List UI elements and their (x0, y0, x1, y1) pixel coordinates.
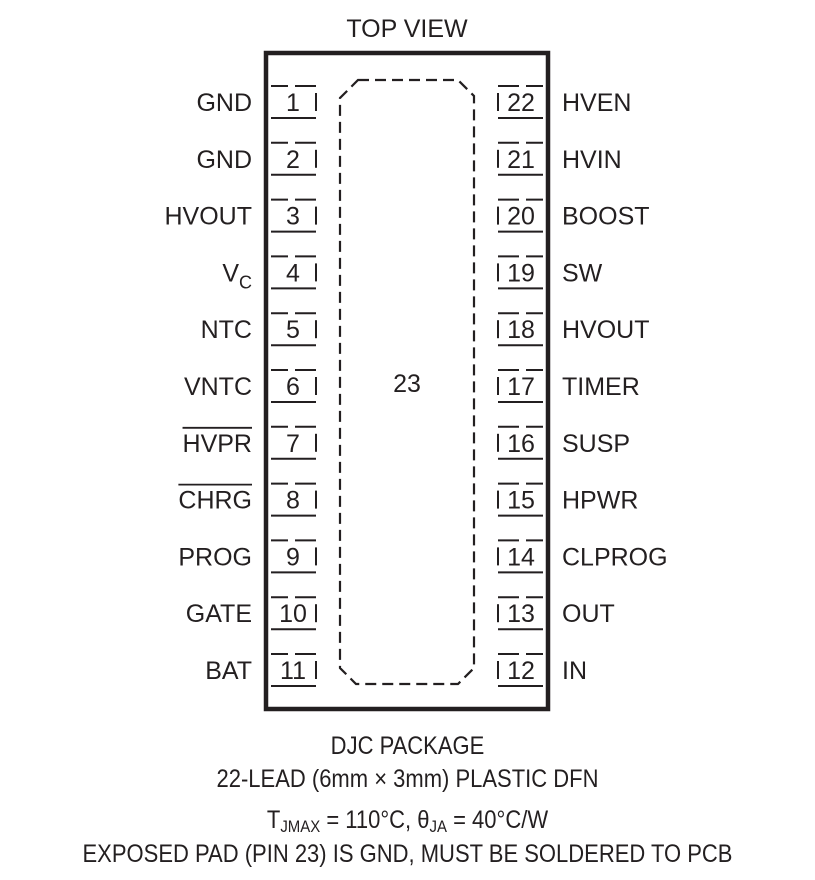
pin-2 (196, 143, 316, 175)
pin-18 (498, 313, 650, 345)
pin-name (562, 203, 650, 231)
pin-name (165, 203, 253, 231)
package-name: DJC PACKAGE (330, 732, 485, 760)
pin-number: 9 (286, 543, 300, 572)
pin-3 (165, 200, 317, 232)
pin-name (196, 89, 252, 117)
pin-name-text: HVOUT (164, 202, 252, 231)
pin-number: 10 (279, 600, 307, 629)
pin-number: 6 (286, 373, 300, 401)
pin-name (196, 146, 252, 174)
pin-name-text: TIMER (562, 373, 640, 401)
pin-name (562, 600, 615, 628)
tjmax-subscript: JMAX (280, 817, 321, 836)
pin-4 (222, 256, 316, 292)
pin-name (562, 316, 650, 344)
pin-8 (178, 484, 316, 516)
pin-number: 3 (286, 202, 300, 231)
pin-number: 18 (507, 316, 535, 345)
pin-20 (498, 200, 650, 232)
pin-name (183, 430, 252, 458)
pin-name (186, 600, 252, 628)
pin-number: 22 (507, 89, 535, 117)
pin-name (222, 259, 252, 292)
pin-number: 7 (286, 429, 300, 458)
pin-name (562, 259, 603, 287)
pin-name-text: SW (562, 259, 603, 288)
pin-15 (498, 484, 638, 516)
pin-name-text: HVEN (562, 89, 632, 117)
top-view-title: TOP VIEW (346, 15, 468, 43)
theta-symbol: θ (417, 806, 430, 834)
pin-19 (498, 256, 603, 288)
pin-22 (498, 86, 631, 118)
package-description: 22-LEAD (6mm × 3mm) PLASTIC DFN (216, 765, 599, 793)
pin-name (184, 373, 252, 401)
exposed-pad-label: 23 (393, 370, 421, 398)
pin-name (205, 657, 252, 685)
pin-7 (183, 427, 316, 459)
pin-10 (186, 597, 316, 629)
pin-name-text: BAT (205, 657, 252, 685)
pin-number: 13 (507, 600, 535, 629)
pin-number: 2 (286, 145, 300, 174)
pin-name-text: GND (196, 145, 252, 174)
pin-name (201, 316, 252, 344)
pin-number: 8 (286, 486, 300, 515)
pin-name (562, 373, 640, 401)
pin-number: 17 (507, 373, 535, 401)
pin-name (562, 657, 587, 685)
pin-name (562, 430, 630, 458)
pin-name-text: GND (196, 89, 252, 117)
pin-name-text: CLPROG (562, 543, 668, 572)
pin-name-text: IN (562, 657, 587, 685)
pin-number: 20 (507, 202, 535, 231)
pin-number: 12 (507, 657, 535, 685)
pin-name-text: HPWR (562, 486, 639, 515)
pin-name-subscript: C (239, 272, 252, 293)
pin-name-text: OUT (562, 600, 615, 629)
pin-name (562, 487, 638, 515)
pin-number: 11 (280, 657, 306, 685)
pin-9 (178, 540, 316, 572)
pin-17 (498, 370, 640, 402)
pin-12 (498, 654, 587, 686)
pin-6 (184, 370, 316, 402)
pin-name (178, 487, 252, 515)
pin-name (562, 543, 668, 571)
pin-number: 14 (507, 543, 535, 572)
exposed-pad-note: EXPOSED PAD (PIN 23) IS GND, MUST BE SOLDERED TO PCB (82, 840, 733, 868)
theta-subscript: JA (429, 817, 447, 836)
pin-number: 4 (286, 259, 300, 288)
pin-16 (498, 427, 630, 459)
pin-number: 16 (507, 429, 535, 458)
pin-name-text: GATE (185, 600, 252, 629)
pin-name-text: CHRG (178, 486, 252, 515)
tjmax-symbol: T (266, 806, 281, 834)
pin-number: 1 (286, 89, 300, 117)
pin-name-text: PROG (178, 543, 252, 572)
pin-number: 5 (286, 316, 300, 345)
pin-name (562, 146, 622, 174)
pin-name-text: NTC (200, 316, 252, 345)
right-pin-column (498, 86, 668, 686)
pin-name-text: V (222, 259, 239, 288)
pin-name (562, 89, 631, 117)
pin-5 (201, 313, 316, 345)
pin-11 (205, 654, 316, 686)
theta-value: = 40°C/W (446, 806, 549, 834)
pin-number: 21 (507, 145, 535, 174)
pin-name-text: HVPR (182, 429, 252, 458)
pin-21 (498, 143, 622, 175)
left-pin-column (165, 86, 317, 686)
pin-13 (498, 597, 615, 629)
pin-14 (498, 540, 668, 572)
pin-name-text: HVOUT (562, 316, 650, 345)
pin-name-text: BOOST (562, 202, 650, 231)
pin-number: 15 (507, 486, 535, 515)
pin-number: 19 (507, 259, 535, 288)
pin-name-text: HVIN (562, 145, 622, 174)
pin-name-text: SUSP (562, 429, 631, 458)
pin-name (178, 543, 252, 571)
thermal-specs (49, 806, 766, 836)
tjmax-value: = 110°C, (320, 806, 418, 834)
pin-1 (196, 86, 316, 118)
pin-name-text: VNTC (183, 373, 252, 401)
